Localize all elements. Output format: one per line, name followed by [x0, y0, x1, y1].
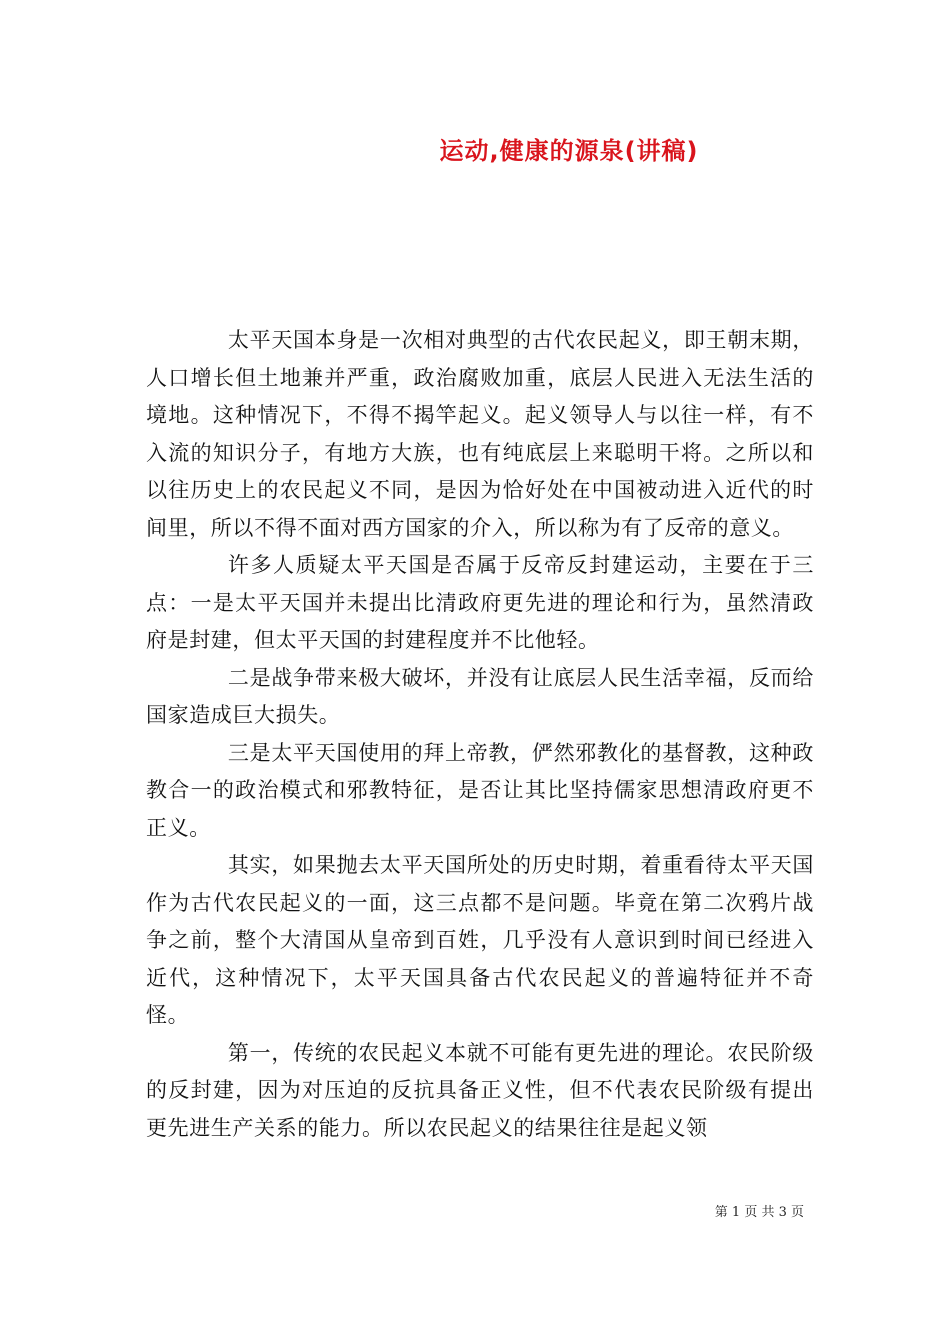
document-body [146, 322, 814, 1147]
paragraph-6: 第一，传统的农民起义本就不可能有更先进的理论。农民阶级的反封建，因为对压迫的反抗具备正义性，但不代表农民阶级有提出更先进生产关系的能力。所以农民起义的结果往往是起义领 [146, 1040, 814, 1140]
paragraph-4: 三是太平天国使用的拜上帝教，俨然邪教化的基督教，这种政教合一的政治模式和邪教特征，是否让其比坚持儒家思想清政府更不正义。 [146, 740, 814, 840]
paragraph-3: 二是战争带来极大破坏，并没有让底层人民生活幸福，反而给国家造成巨大损失。 [146, 665, 814, 727]
paragraph-5: 其实，如果抛去太平天国所处的历史时期，着重看待太平天国作为古代农民起义的一面，这三点都不是问题。毕竟在第二次鸦片战争之前，整个大清国从皇帝到百姓，几乎没有人意识到时间已经进入近代，这种情况下，太平天国具备古代农民起义的普遍特征并不奇怪。 [146, 853, 814, 1027]
page-title: 运动,健康的源泉(讲稿) [439, 137, 699, 165]
paragraph-1: 太平天国本身是一次相对典型的古代农民起义，即王朝末期，人口增长但土地兼并严重，政治腐败加重，底层人民进入无法生活的境地。这种情况下，不得不揭竿起义。起义领导人与以往一样，有不入流的知识分子，有地方大族，也有纯底层上来聪明干将。之所以和以往历史上的农民起义不同，是因为恰好处在中国被动进入近代的时间里，所以不得不面对西方国家的介入，所以称为有了反帝的意义。 [146, 328, 814, 540]
paragraph-2: 许多人质疑太平天国是否属于反帝反封建运动，主要在于三点：一是太平天国并未提出比清政府更先进的理论和行为，虽然清政府是封建，但太平天国的封建程度并不比他轻。 [146, 553, 814, 652]
page-number-footer: 第 1 页 共 3 页 [714, 1205, 804, 1220]
